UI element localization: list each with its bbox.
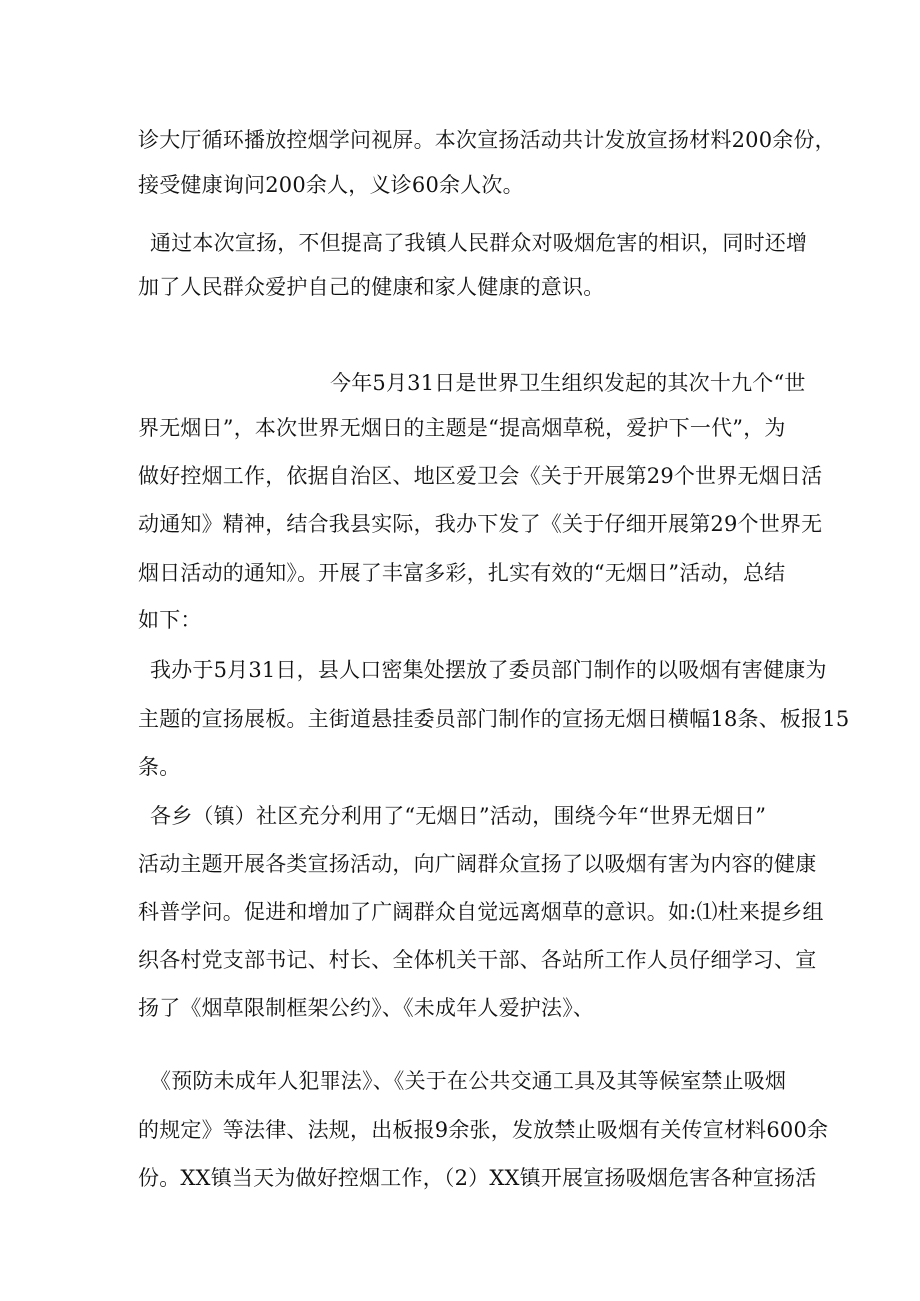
text-line: 科普学问。促进和增加了广阔群众自觉远离烟草的意识。如:⑴杜来提乡组 (138, 900, 824, 924)
text-line: 我办于5月31日，县人口密集处摆放了委员部门制作的以吸烟有害健康为 (150, 658, 827, 682)
text-line: 诊大厅循环播放控烟学问视屏。本次宣扬活动共计发放宣扬材料200余份， (138, 128, 836, 152)
text-line: 织各村党支部书记、村长、全体机关干部、各站所工作人员仔细学习、宣 (138, 948, 817, 972)
text-line: 条。 (138, 755, 181, 779)
text-line: 扬了《烟草限制框架公约》、《未成年人爱护法》、 (138, 996, 595, 1020)
text-line: 动通知》精神，结合我县实际，我办下发了《关于仔细开展第29个世界无 (138, 512, 823, 536)
text-line: 如下： (138, 608, 202, 632)
text-line: 通过本次宣扬，不但提高了我镇人民群众对吸烟危害的相识，同时还增 (150, 231, 808, 255)
text-line: 接受健康询问200余人，义诊60余人次。 (138, 173, 524, 197)
text-line: 今年5月31日是世界卫生组织发起的其次十九个“世 (330, 371, 806, 395)
text-line: 界无烟日”，本次世界无烟日的主题是“提高烟草税，爱护下一代”，为 (138, 416, 786, 440)
text-line: 主题的宣扬展板。主街道悬挂委员部门制作的宣扬无烟日横幅18条、板报15 (138, 707, 850, 731)
text-line: 活动主题开展各类宣扬活动，向广阔群众宣扬了以吸烟有害为内容的健康 (138, 852, 817, 876)
text-line: 各乡（镇）社区充分利用了“无烟日”活动，围绕今年“世界无烟日” (150, 804, 767, 828)
text-line: 烟日活动的通知》。开展了丰富多彩，扎实有效的“无烟日”活动，总结 (138, 561, 786, 585)
text-line: 加了人民群众爱护自己的健康和家人健康的意识。 (138, 275, 605, 299)
text-line: 份。XX镇当天为做好控烟工作，（2）XX镇开展宣扬吸烟危害各种宣扬活 (138, 1166, 817, 1190)
text-line: 的规定》等法律、法规，出板报9余张，发放禁止吸烟有关传宣材料600余 (138, 1118, 829, 1142)
text-line: 做好控烟工作，依据自治区、地区爱卫会《关于开展第29个世界无烟日活 (138, 464, 823, 488)
text-line: 《预防未成年人犯罪法》、《关于在公共交通工具及其等候室禁止吸烟 (150, 1069, 787, 1093)
